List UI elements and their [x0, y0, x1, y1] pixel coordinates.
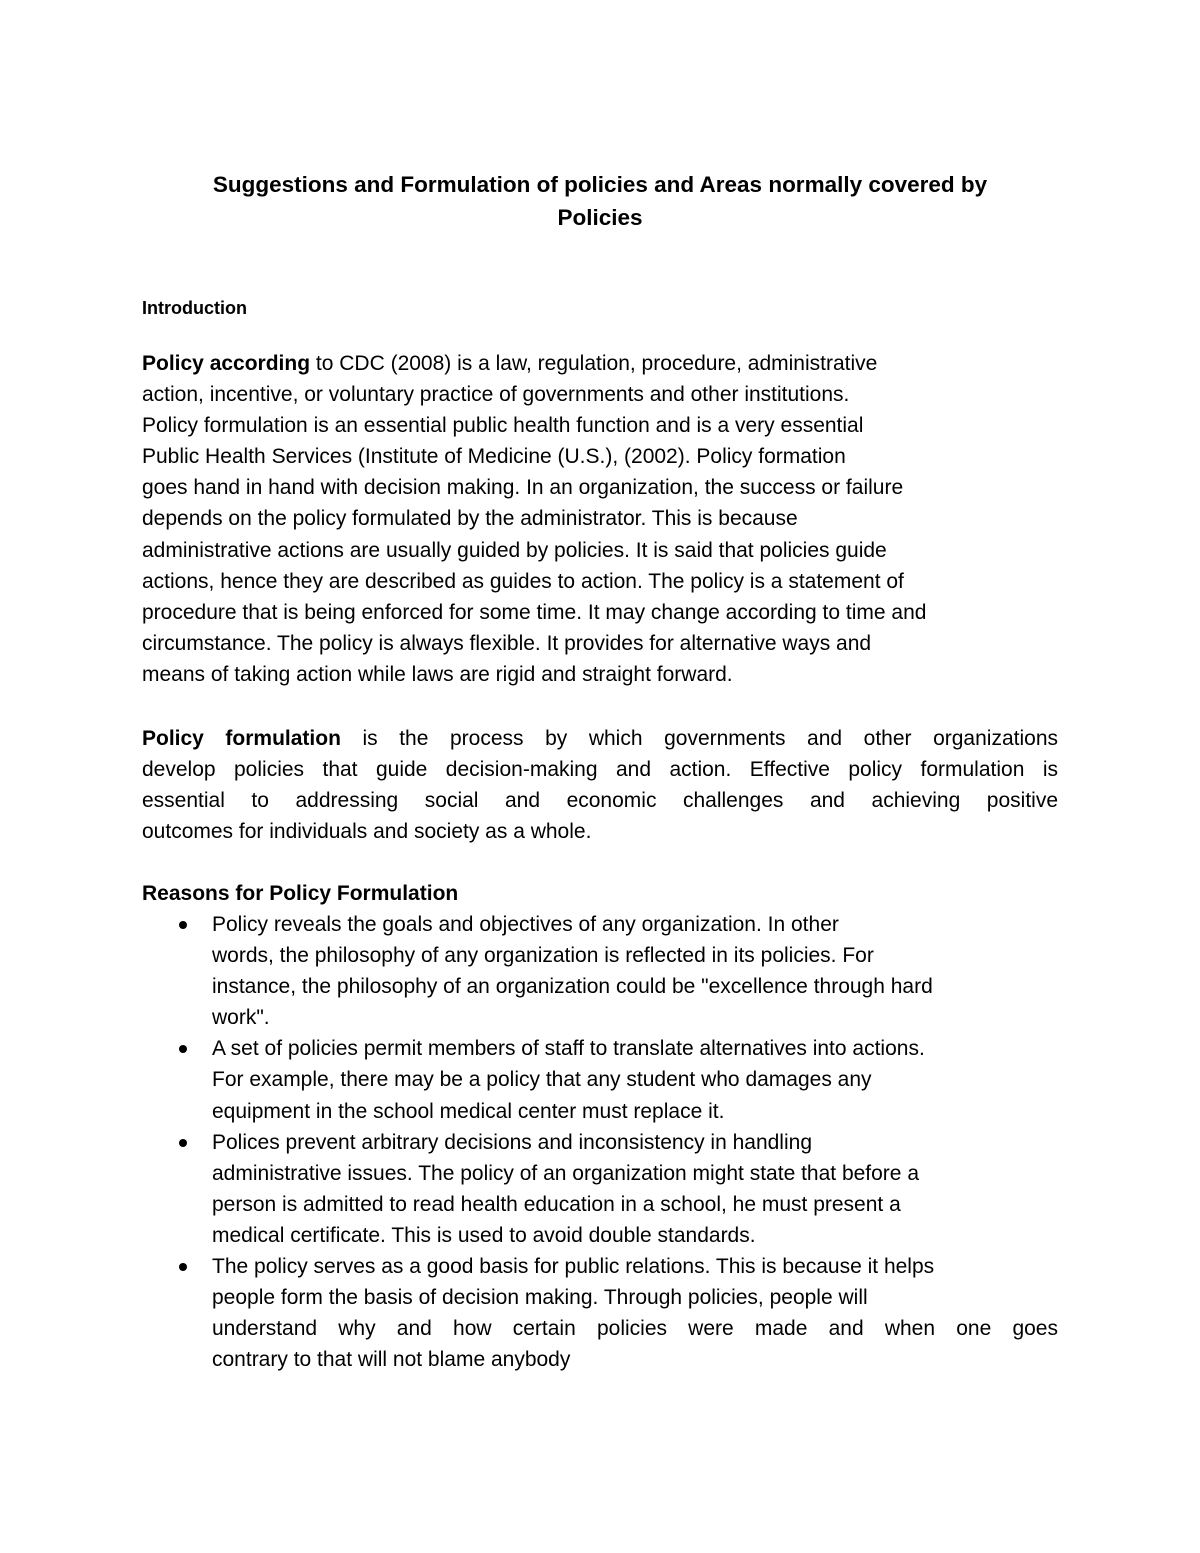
paragraph-line: outcomes for individuals and society as a whole.: [142, 820, 592, 844]
paragraph-line: [142, 348, 1058, 379]
bullet-icon: [179, 1139, 187, 1147]
list-item-line: person is admitted to read health education in a school, he must present a: [212, 1192, 901, 1216]
line-text: to CDC (2008) is a law, regulation, procedure, administrative: [310, 352, 878, 375]
paragraph-line: depends on the policy formulated by the administrator. This is because: [142, 507, 798, 531]
line-text: is the process by which governments and other organizations: [340, 727, 1058, 750]
list-item-line: The policy serves as a good basis for public relations. This is because it helps: [212, 1255, 935, 1279]
list-item-line: people form the basis of decision making. Through policies, people will: [212, 1286, 868, 1310]
list-item-line: Polices prevent arbitrary decisions and inconsistency in handling: [212, 1130, 812, 1154]
bold-lead: Policy according: [142, 352, 311, 375]
paragraph-line: administrative actions are usually guided by policies. It is said that policies guide: [142, 538, 887, 562]
bullet-icon: [179, 1263, 187, 1271]
list-item: [142, 1251, 1058, 1375]
paragraph-line: Policy formulation is an essential public health function and is a very essential: [142, 414, 864, 438]
paragraph-line: develop policies that guide decision-making and action. Effective policy formulation is: [142, 758, 1058, 782]
page-title: [142, 168, 1058, 234]
reasons-heading: Reasons for Policy Formulation: [142, 882, 459, 905]
list-item-line: words, the philosophy of any organization is reflected in its policies. For: [212, 944, 874, 968]
list-item-line: contrary to that will not blame anybody: [212, 1348, 571, 1372]
list-item-line: medical certificate. This is used to avoid double standards.: [212, 1223, 756, 1247]
list-item-line: A set of policies permit members of staff to translate alternatives into actions.: [212, 1037, 925, 1061]
paragraph-policy-formulation: [142, 723, 1058, 847]
list-item-line: work".: [212, 1006, 270, 1030]
paragraph-line: circumstance. The policy is always flexible. It provides for alternative ways and: [142, 631, 872, 655]
introduction-heading: Introduction: [142, 298, 247, 318]
list-item-line: Policy reveals the goals and objectives of any organization. In other: [212, 913, 839, 936]
paragraph-line: essential to addressing social and economic challenges and achieving positive: [142, 789, 1058, 813]
reasons-list: [142, 909, 1058, 1375]
paragraph-line: Public Health Services (Institute of Medicine (U.S.), (2002). Policy formation: [142, 445, 846, 469]
paragraph-line: actions, hence they are described as guides to action. The policy is a statement of: [142, 569, 904, 593]
bullet-icon: [179, 921, 187, 929]
bullet-icon: [179, 1045, 187, 1053]
list-item: [142, 1033, 1058, 1126]
list-item-line: understand why and how certain policies were made and when one goes: [212, 1317, 1058, 1341]
title-line-1: Suggestions and Formulation of policies and Areas normally covered by: [212, 172, 988, 197]
paragraph-policy-definition: [142, 348, 1058, 690]
list-item: [142, 909, 1058, 1033]
list-item: [142, 1127, 1058, 1251]
paragraph-line: [142, 723, 1058, 754]
paragraph-line: procedure that is being enforced for some time. It may change according to time and: [142, 600, 927, 624]
list-item-line: equipment in the school medical center must replace it.: [212, 1099, 725, 1123]
title-line-2: Policies: [557, 205, 643, 230]
list-item-line: administrative issues. The policy of an organization might state that before a: [212, 1161, 919, 1185]
list-item-line: For example, there may be a policy that any student who damages any: [212, 1068, 872, 1092]
paragraph-line: goes hand in hand with decision making. In an organization, the success or failure: [142, 476, 904, 500]
paragraph-line: action, incentive, or voluntary practice of governments and other institutions.: [142, 383, 850, 407]
list-item-line: instance, the philosophy of an organization could be "excellence through hard: [212, 975, 933, 999]
bold-lead: Policy formulation: [142, 727, 341, 750]
paragraph-line: means of taking action while laws are rigid and straight forward.: [142, 662, 733, 686]
